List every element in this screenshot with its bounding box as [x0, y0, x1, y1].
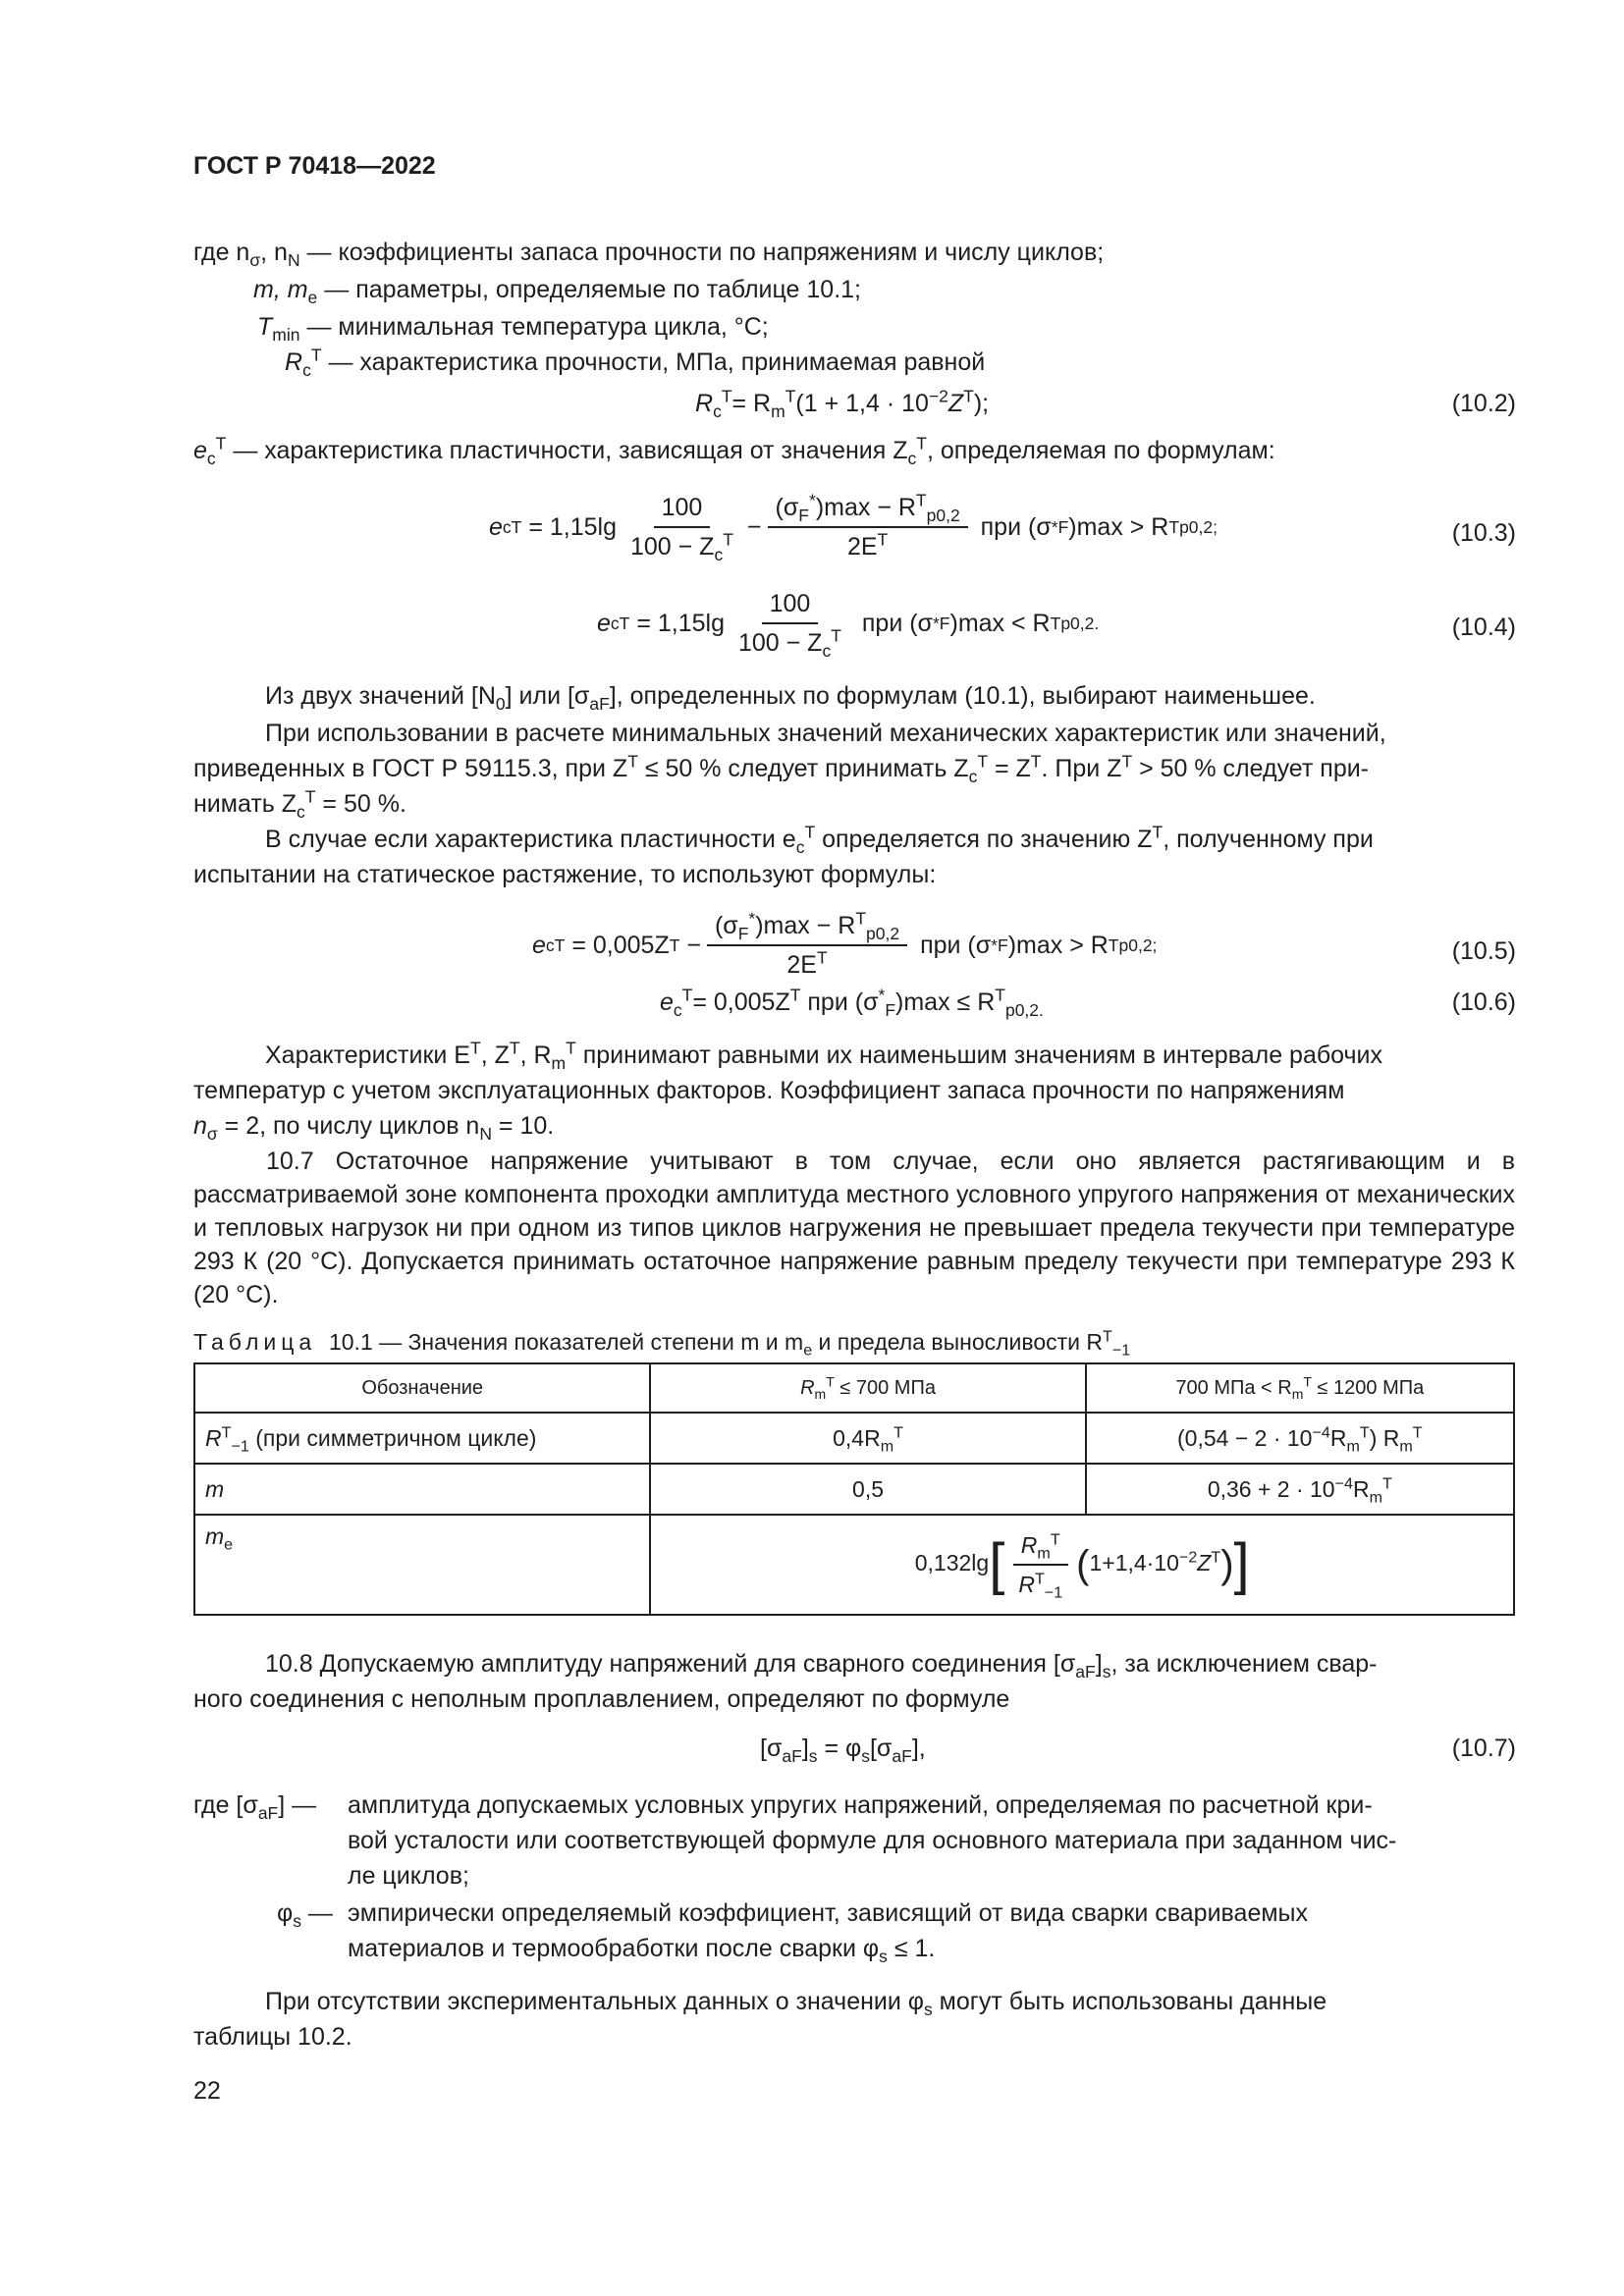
table-row — [194, 1515, 1514, 1615]
document-header: ГОСТ Р 70418—2022 — [193, 152, 436, 180]
equation-10-5: e c T = 0,005Z T − $\frac{(\sigma_F^*)\max - R^T_{p0,2}}{2E^T}$ при (σ * F )max > R T p0,2; — [532, 908, 1158, 979]
paragraph: $n_\sigma = 2$, по числу циклов $n_N = 10$. — [193, 1112, 555, 1144]
table-cell: 0,5 — [650, 1464, 1085, 1515]
definition-m: m, $m_e$ — параметры, определяемые по таблице 10.1; — [253, 276, 862, 307]
table-10-1 — [193, 1362, 1515, 1616]
equation-number: (10.5) — [1451, 937, 1516, 965]
paragraph: приведенных в ГОСТ Р 59115.3, при $Z^T \le 50$ % следует принимать $Z_c^T = Z^T$. При $Z^T > 50$ % следует при- — [193, 751, 1370, 786]
paragraph-10-7: 10.7 Остаточное напряжение учитывают в том случае, если оно является растягивающим и в рассматриваемой зоне компонента проходки амплитуда местного условного упругого напряжения от механических и тепловых нагрузок ни при одном из типов циклов нагружения не превышает предела текучести при температуре 293 К (20 °С). Допускается принимать остаточное напряжение равным пределу текучести при температуре 293 К (20 °С). — [193, 1148, 1515, 1308]
definition-ec: $e_c^T$ — характеристика пластичности, зависящая от значения $Z_c^T$, определяемая по формулам: — [193, 433, 1275, 468]
paragraph-10-8: 10.8 Допускаемую амплитуду напряжений для сварного соединения $[\sigma_{aF}]_s$, за исключением свар- — [265, 1650, 1378, 1682]
paragraph: При использовании в расчете минимальных значений механических характеристик или значений, — [265, 720, 1386, 747]
paragraph: Характеристики $E^T$, $Z^T$, $R_m^T$ принимают равными их наименьшим значениям в интервале рабочих — [265, 1038, 1383, 1073]
definition-text: амплитуда допускаемых условных упругих напряжений, определяемая по расчетной кри- — [348, 1791, 1373, 1819]
equation-number: (10.2) — [1451, 390, 1516, 417]
equation-number: (10.3) — [1451, 519, 1516, 547]
table-header-cell: Обозначение — [194, 1363, 650, 1413]
equation-number: (10.6) — [1451, 988, 1516, 1016]
table-header-cell: 700 МПа < $R_m^T \le 1200$ МПа — [1086, 1363, 1514, 1413]
table-header-cell: $R_m^T \le 700$ МПа — [650, 1363, 1085, 1413]
definition-text: ле циклов; — [348, 1862, 469, 1890]
paragraph: нимать $Z_c^T = 50$ %. — [193, 786, 406, 822]
equation-10-3: e c T = 1,15lg $\frac{100}{100 - Z_c^T}$ − $\frac{(\sigma_F^*)\max - R^T_{p0,2}}{2E^T}$ при (σ * F )max > R T p0,2; — [489, 490, 1218, 564]
definition-text: вой усталости или соответствующей формуле для основного материала при заданном чис- — [348, 1827, 1397, 1854]
definition-text: материалов и термообработки после сварки $\varphi_s \le 1$. — [348, 1935, 936, 1966]
definition-text: эмпирически определяемый коэффициент, зависящий от вида сварки свариваемых — [348, 1899, 1309, 1927]
table-row — [194, 1413, 1514, 1464]
equation-10-4: e c T = 1,15lg $\frac{100}{100 - Z_c^T}$ при (σ * F )max < R T p0,2. — [597, 587, 1099, 660]
definition-tmin: $T_{min}$ — минимальная температура цикла, °С; — [257, 313, 769, 345]
paragraph: В случае если характеристика пластичности $e_c^T$ определяется по значению $Z^T$, полученному при — [265, 822, 1374, 857]
table-row — [194, 1464, 1514, 1515]
table-cell: 0,132lg[ $\frac{R_m^T}{R^T_{-1}}$ $(1+1,4\cdot 10^{-2}Z^T)$] — [650, 1515, 1514, 1615]
definition-rc: $R_c^T$ — характеристика прочности, МПа, принимаемая равной — [285, 345, 986, 380]
equation-number: (10.4) — [1451, 614, 1516, 641]
definition-phi-s: $\varphi_s$ — — [277, 1899, 333, 1931]
definition-sigma-af: где $[\sigma_{aF}]$ — — [193, 1791, 317, 1823]
paragraph: таблицы 10.2. — [193, 2023, 352, 2051]
equation-number: (10.7) — [1451, 1735, 1516, 1762]
equation-10-7: $[\sigma_{aF}]_s = \varphi_s[\sigma_{aF}]$, — [760, 1735, 926, 1766]
table-cell: $0,4R_m^T$ — [650, 1413, 1085, 1464]
paragraph: ного соединения с неполным проплавлением, определяют по формуле — [193, 1685, 1010, 1713]
table-cell: $(0,54 - 2 \cdot 10^{-4}R_m^T)$ $R_m^T$ — [1086, 1413, 1514, 1464]
equation-10-6: $e_c^T= 0,005Z^T$ при $(\sigma^*_F)\max \le R^T_{p0,2.}$ — [660, 985, 1044, 1020]
paragraph: испытании на статическое растяжение, то используют формулы: — [193, 861, 937, 888]
page-number: 22 — [193, 2077, 221, 2105]
table-cell: $R^T_{-1}$ (при симметричном цикле) — [194, 1413, 650, 1464]
paragraph: Из двух значений $[N_0]$ или $[\sigma_{aF}]$, определенных по формулам (10.1), выбирают наименьшее. — [265, 682, 1316, 714]
definition-n-sigma: где $n_\sigma$, $n_N$ — коэффициенты запаса прочности по напряжениям и числу циклов; — [193, 239, 1105, 270]
table-cell: $m_e$ — [194, 1515, 650, 1615]
paragraph: температур с учетом эксплуатационных факторов. Коэффициент запаса прочности по напряжениям — [193, 1077, 1345, 1104]
paragraph: При отсутствии экспериментальных данных о значении $\varphi_s$ могут быть использованы данные — [265, 1988, 1327, 2019]
table-caption: Таблица 10.1 — Значения показателей степени m и $m_e$ и предела выносливости $R^T_{-1}$ — [193, 1327, 1131, 1360]
equation-10-2: $R_c^T= R_m^T(1 + 1,4 \cdot 10^{-2}Z^T)$; — [695, 386, 990, 421]
table-cell: $0,36 + 2 \cdot 10^{-4}R_m^T$ — [1086, 1464, 1514, 1515]
table-cell: m — [194, 1464, 650, 1515]
